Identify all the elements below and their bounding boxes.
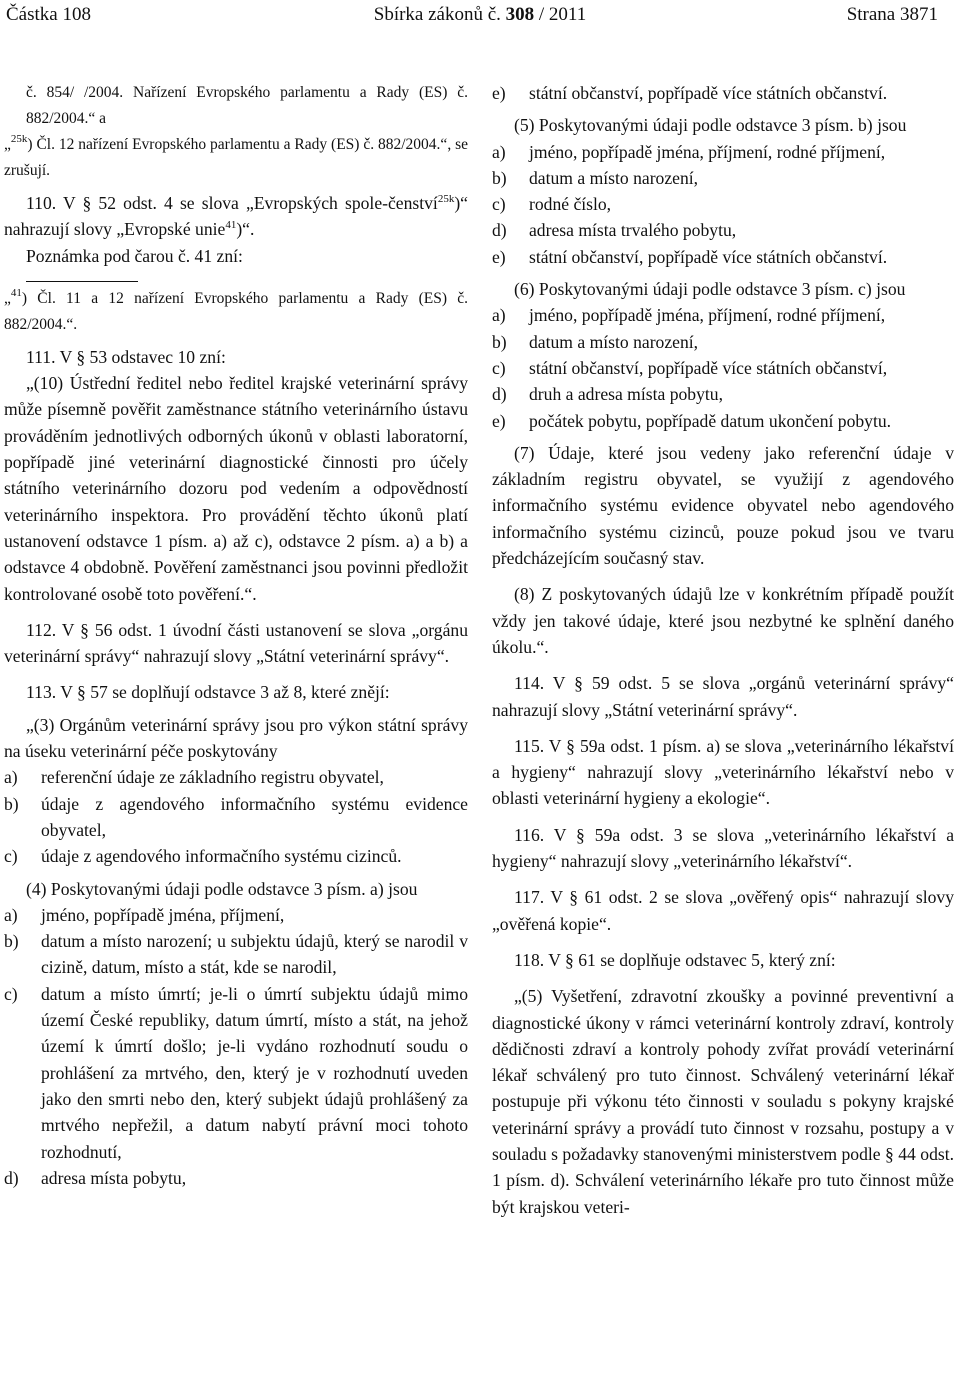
list-item bbox=[492, 217, 954, 243]
left-column bbox=[4, 80, 468, 1191]
list-item-text: údaje z agendového informačního systému evidence obyvatel, bbox=[41, 793, 468, 840]
footnote-continuation: č. 854/ /2004. Nařízení Evropského parlamentu a Rady (ES) č. 882/2004.“ a bbox=[26, 84, 468, 127]
list-item-label: a) bbox=[492, 305, 506, 326]
list-item-text: údaje z agendového informačního systému cizinců. bbox=[41, 846, 402, 867]
paragraph-116: 116. V § 59a odst. 3 se slova „veterinárního lékařství a hygieny“ nahrazují slovy „veterinárního lékařství“. bbox=[492, 824, 954, 872]
paragraph-118-heading: 118. V § 61 se doplňuje odstavec 5, který zní: bbox=[514, 949, 836, 970]
right-column bbox=[492, 80, 954, 1220]
footnote-text: ) Čl. 11 a 12 nařízení Evropského parlamentu a Rady (ES) č. 882/2004.“. bbox=[4, 289, 468, 333]
list-item bbox=[492, 381, 954, 407]
subsection-5: (5) Poskytovanými údaji podle odstavce 3 písm. b) jsou bbox=[514, 115, 907, 136]
header-collection-year: / 2011 bbox=[538, 4, 587, 25]
list-item bbox=[4, 928, 468, 981]
quote-mark: „ bbox=[4, 289, 11, 307]
header-collection-prefix: Sbírka zákonů č. bbox=[373, 4, 501, 25]
paragraph-110-text-c: )“. bbox=[236, 219, 255, 240]
list-item-text: státní občanství, popřípadě více státních občanství. bbox=[529, 83, 888, 103]
paragraph-111-text: „(10) Ústřední ředitel nebo ředitel krajské veterinární správy může písemně pověřit zaměstnance státního veterinárního ústavu prováděním jednotlivých odborných úkonů v oblasti laboratorní, popřípadě jiné veterinární diagnostické činnosti pro účely státního veterinárního dozoru pod vedením a odpovědností veterinárního inspektora. Pro provádění těchto úkonů platí ustanovení odstavce 1 písm. a) až c), odstavce 2 písm. a) a b) a odstavce 4 obdobně. Pověření zaměstnanci jsou povinni předložit kontrolované osobě toto pověření.“. bbox=[4, 373, 468, 604]
footnote-text: ) Čl. 12 nařízení Evropského parlamentu a Rady (ES) č. 882/2004.“, se zrušují. bbox=[4, 136, 468, 179]
footnote-41 bbox=[4, 286, 468, 338]
list-item-label: e) bbox=[492, 246, 506, 267]
subsection-8: (8) Z poskytovaných údajů lze v konkrétním případě použít vždy jen takové údaje, které jsou nezbytné ke splnění daného úkolu.“. bbox=[492, 584, 954, 657]
list-item-text: datum a místo narození, bbox=[529, 331, 699, 352]
paragraph-110-text-a: 110. V § 52 odst. 4 se slova „Evropských spole-čenství bbox=[26, 193, 438, 213]
header-collection-number: 308 bbox=[505, 4, 535, 25]
list-item bbox=[492, 408, 954, 434]
list-item bbox=[4, 843, 468, 869]
list-item-label: a) bbox=[4, 904, 18, 925]
footnote-25k bbox=[4, 132, 468, 184]
list-item-label: e) bbox=[492, 83, 506, 103]
list-item-label: c) bbox=[492, 194, 506, 215]
header-part: Částka 108 bbox=[6, 4, 91, 25]
header-page-number: Strana 3871 bbox=[846, 4, 938, 25]
list-item-label: b) bbox=[4, 793, 19, 814]
list-item-text: státní občanství, popřípadě více státních občanství, bbox=[529, 357, 888, 378]
list-item bbox=[4, 1165, 468, 1191]
list-item-label: a) bbox=[492, 141, 506, 162]
list-item-label: d) bbox=[492, 384, 507, 405]
list-item bbox=[492, 329, 954, 355]
list-item-text: druh a adresa místa pobytu, bbox=[529, 384, 723, 405]
list-item-label: d) bbox=[4, 1167, 19, 1188]
list-item-label: b) bbox=[492, 167, 507, 188]
footnote-marker: 25k bbox=[10, 133, 28, 145]
list-item-label: e) bbox=[492, 410, 506, 431]
list-item-label: c) bbox=[4, 846, 18, 867]
list-item-label: c) bbox=[4, 983, 18, 1004]
list-item bbox=[492, 165, 954, 191]
list-item-text: rodné číslo, bbox=[529, 194, 612, 215]
footnote-marker: 41 bbox=[10, 286, 22, 299]
list-item bbox=[4, 791, 468, 844]
list-item bbox=[492, 191, 954, 217]
list-item-label: c) bbox=[492, 357, 506, 378]
list-item bbox=[4, 764, 468, 790]
list-item-text: datum a místo úmrtí; je-li o úmrtí subjektu údajů mimo území České republiky, datum úmrtí, místo a stát, na jehož území k úmrtí došlo; je-li vydáno rozhodnutí soudu o prohlášení za mrtvého, den, který je v rozhodnutí uveden jako den smrti nebo den, který subjekt údajů prohlášený za mrtvého nepřežil, a datum nabytí právní moci tohoto rozhodnutí, bbox=[41, 983, 468, 1162]
quote-mark: „ bbox=[4, 136, 11, 153]
paragraph-117: 117. V § 61 odst. 2 se slova „ověřený opis“ nahrazují slovy „ověřená kopie“. bbox=[492, 887, 954, 934]
footnote-marker: 41 bbox=[225, 219, 237, 232]
list-item-label: b) bbox=[492, 331, 507, 352]
subsection-6: (6) Poskytovanými údaji podle odstavce 3 písm. c) jsou bbox=[514, 279, 906, 300]
header-collection bbox=[0, 4, 960, 26]
paragraph-118-text: „(5) Vyšetření, zdravotní zkoušky a povinné preventivní a diagnostické úkony v rámci veterinární kontroly zdraví, kontroly dědičnosti zdraví a kontroly pohody zvířat provádí veterinární lékař schválený pro tuto činnost. Schválený veterinární lékař postupuje při výkonu této činnosti v souladu s pokyny krajské veterinární správy a provádí tuto činnost v rozsahu, postupy a v souladu s požadavky stanovenými ministerstvem podle § 44 odst. 1 písm. d). Schválení veterinárního lékaře pro tuto činnost může být krajskou veteri- bbox=[492, 986, 954, 1217]
list-item-text: jméno, popřípadě jména, příjmení, bbox=[41, 904, 285, 925]
list-item-label: b) bbox=[4, 931, 19, 952]
paragraph-113-subsection-4: (4) Poskytovanými údaji podle odstavce 3 písm. a) jsou bbox=[26, 878, 418, 899]
list-item-text: datum a místo narození; u subjektu údajů, který se narodil v cizině, datum, místo a stát, kde se narodil, bbox=[41, 931, 468, 978]
paragraph-113-subsection-3: „(3) Orgánům veterinární správy jsou pro výkon státní správy na úseku veterinární péče poskytovány bbox=[4, 714, 468, 762]
footnote-marker: 25k bbox=[437, 193, 455, 205]
list-item-text: státní občanství, popřípadě více státních občanství. bbox=[529, 246, 888, 267]
list-item bbox=[4, 902, 468, 928]
list-item-text: jméno, popřípadě jména, příjmení, rodné příjmení, bbox=[529, 305, 886, 326]
list-item bbox=[492, 244, 954, 270]
paragraph-114: 114. V § 59 odst. 5 se slova „orgánů veterinární správy“ nahrazují slovy „Státní veterinární správy“. bbox=[492, 673, 954, 720]
list-item bbox=[4, 981, 468, 1165]
paragraph-111-heading: 111. V § 53 odstavec 10 zní: bbox=[26, 346, 226, 367]
list-item bbox=[492, 355, 954, 381]
page-header bbox=[0, 0, 960, 34]
list-item-text: počátek pobytu, popřípadě datum ukončení pobytu. bbox=[529, 410, 892, 431]
list-item-label: a) bbox=[4, 767, 18, 788]
paragraph-110 bbox=[4, 190, 468, 243]
paragraph-115: 115. V § 59a odst. 1 písm. a) se slova „veterinárního lékařství a hygieny“ nahrazují slovy „veterinárního lékařství nebo v oblasti veterinární hygieny a ekologie“. bbox=[492, 735, 954, 809]
list-item-text: adresa místa trvalého pobytu, bbox=[529, 220, 737, 241]
paragraph-110-text-b: )“ nahrazují slovy „Evropské unie bbox=[4, 193, 468, 240]
list-item bbox=[492, 139, 954, 165]
list-item-text: datum a místo narození, bbox=[529, 167, 699, 188]
list-item-text: adresa místa pobytu, bbox=[41, 1167, 187, 1188]
list-item bbox=[492, 80, 954, 106]
list-item-text: referenční údaje ze základního registru obyvatel, bbox=[41, 767, 384, 788]
paragraph-112: 112. V § 56 odst. 1 úvodní části ustanovení se slova „orgánu veterinární správy“ nahrazují slovy „Státní veterinární správy“. bbox=[4, 619, 468, 667]
footnote-rule bbox=[26, 281, 138, 282]
subsection-7: (7) Údaje, které jsou vedeny jako referenční údaje v základním registru obyvatel, se využijí z agendového informačního systému evidence obyvatel nebo agendového informačního systému cizinců, pouze pokud jsou ve tvaru předcházejícím současný stav. bbox=[492, 442, 954, 569]
list-item-text: jméno, popřípadě jména, příjmení, rodné příjmení, bbox=[529, 141, 886, 162]
paragraph-113-heading: 113. V § 57 se doplňují odstavce 3 až 8, které znějí: bbox=[26, 682, 390, 703]
list-item bbox=[492, 302, 954, 328]
footnote-announcement: Poznámka pod čarou č. 41 zní: bbox=[26, 245, 243, 266]
list-item-label: d) bbox=[492, 220, 507, 241]
